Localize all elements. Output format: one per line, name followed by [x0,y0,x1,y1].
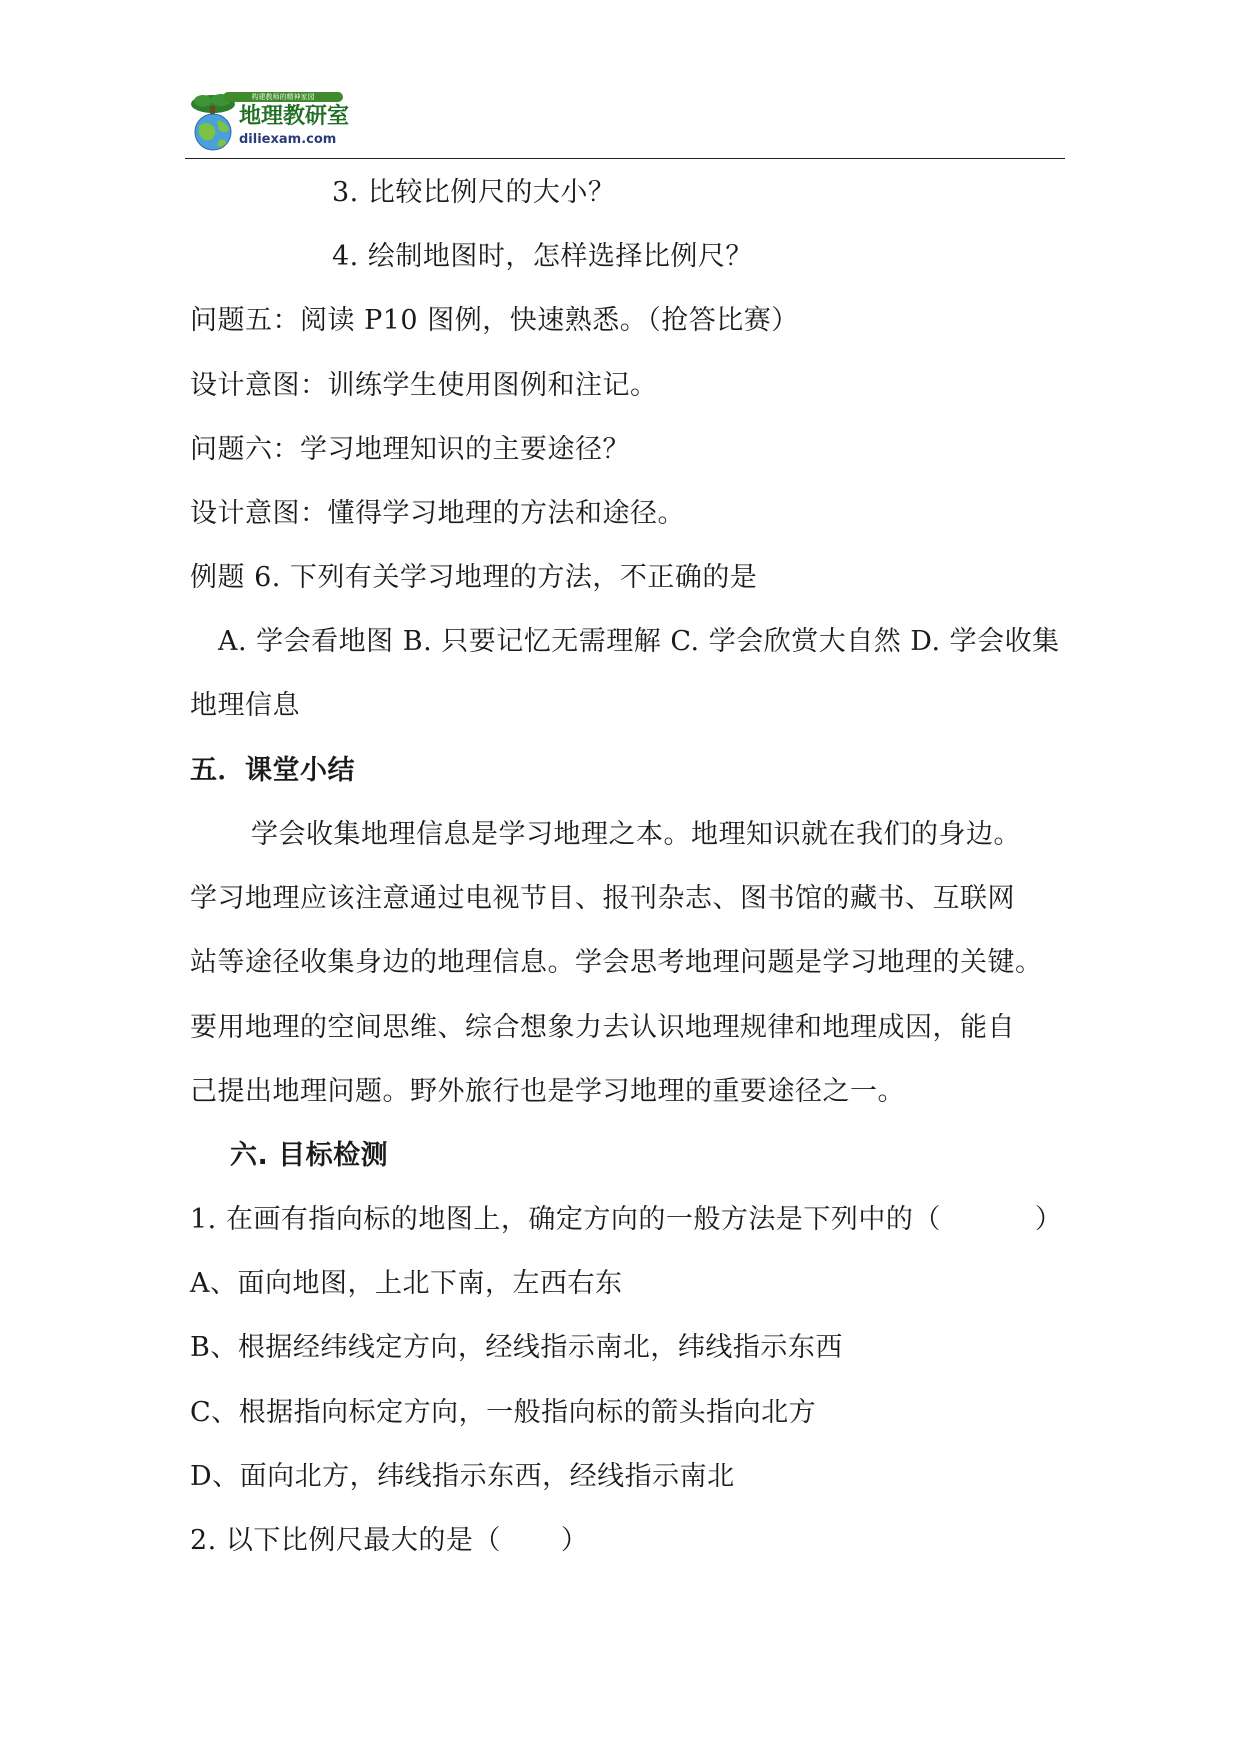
example-six-options-cont: 地理信息 [190,690,300,721]
question-4: 4. 绘制地图时，怎样选择比例尺？ [332,241,753,272]
test-question-2-text: 2. 以下比例尺最大的是（ [190,1525,501,1556]
test-question-1-close: ） [1034,1204,1063,1235]
page-header [185,86,1065,159]
test-q1-option-c: C、根据指向标定方向，一般指向标的箭头指向北方 [190,1397,817,1428]
example-six-options: A. 学会看地图 B. 只要记忆无需理解 C. 学会欣赏大自然 D. 学会收集 [218,626,1060,657]
logo-brand-name: 地理教研室 [239,104,350,129]
test-q1-option-a: A、面向地图，上北下南，左西右东 [190,1268,623,1299]
problem-six: 问题六：学习地理知识的主要途径？ [190,434,630,465]
design-intent-six: 设计意图：懂得学习地理的方法和途径。 [190,498,685,529]
summary-line: 站等途径收集身边的地理信息。学会思考地理问题是学习地理的关键。 [190,947,1043,978]
section-five-title: 五．课堂小结 [190,755,355,786]
test-question-1 [190,1200,1062,1240]
site-logo [189,90,359,154]
summary-line: 要用地理的空间思维、综合想象力去认识地理规律和地理成因，能自 [190,1012,1015,1043]
test-q1-option-b: B、根据经纬线定方向，经线指示南北，纬线指示东西 [190,1332,843,1363]
test-question-2-close: ） [560,1525,589,1556]
problem-five: 问题五：阅读 P10 图例，快速熟悉。（抢答比赛） [190,305,799,336]
logo-site-url: diliexam.com [239,132,337,147]
section-six-title: 六. 目标检测 [230,1140,389,1171]
test-question-1-text: 1. 在画有指向标的地图上，确定方向的一般方法是下列中的（ [190,1204,941,1235]
summary-line: 己提出地理问题。野外旅行也是学习地理的重要途径之一。 [190,1076,905,1107]
example-six-question: 例题 6. 下列有关学习地理的方法，不正确的是 [190,562,758,593]
design-intent-five: 设计意图：训练学生使用图例和注记。 [190,370,658,401]
question-3: 3. 比较比例尺的大小？ [332,177,616,208]
test-question-2 [190,1521,588,1561]
logo-tagline: 构建教师的精神家园 [223,92,343,102]
summary-line: 学会收集地理信息是学习地理之本。地理知识就在我们的身边。 [251,819,1021,850]
summary-line: 学习地理应该注意通过电视节目、报刊杂志、图书馆的藏书、互联网 [190,883,1015,914]
test-q1-option-d: D、面向北方，纬线指示东西，经线指示南北 [190,1461,735,1492]
